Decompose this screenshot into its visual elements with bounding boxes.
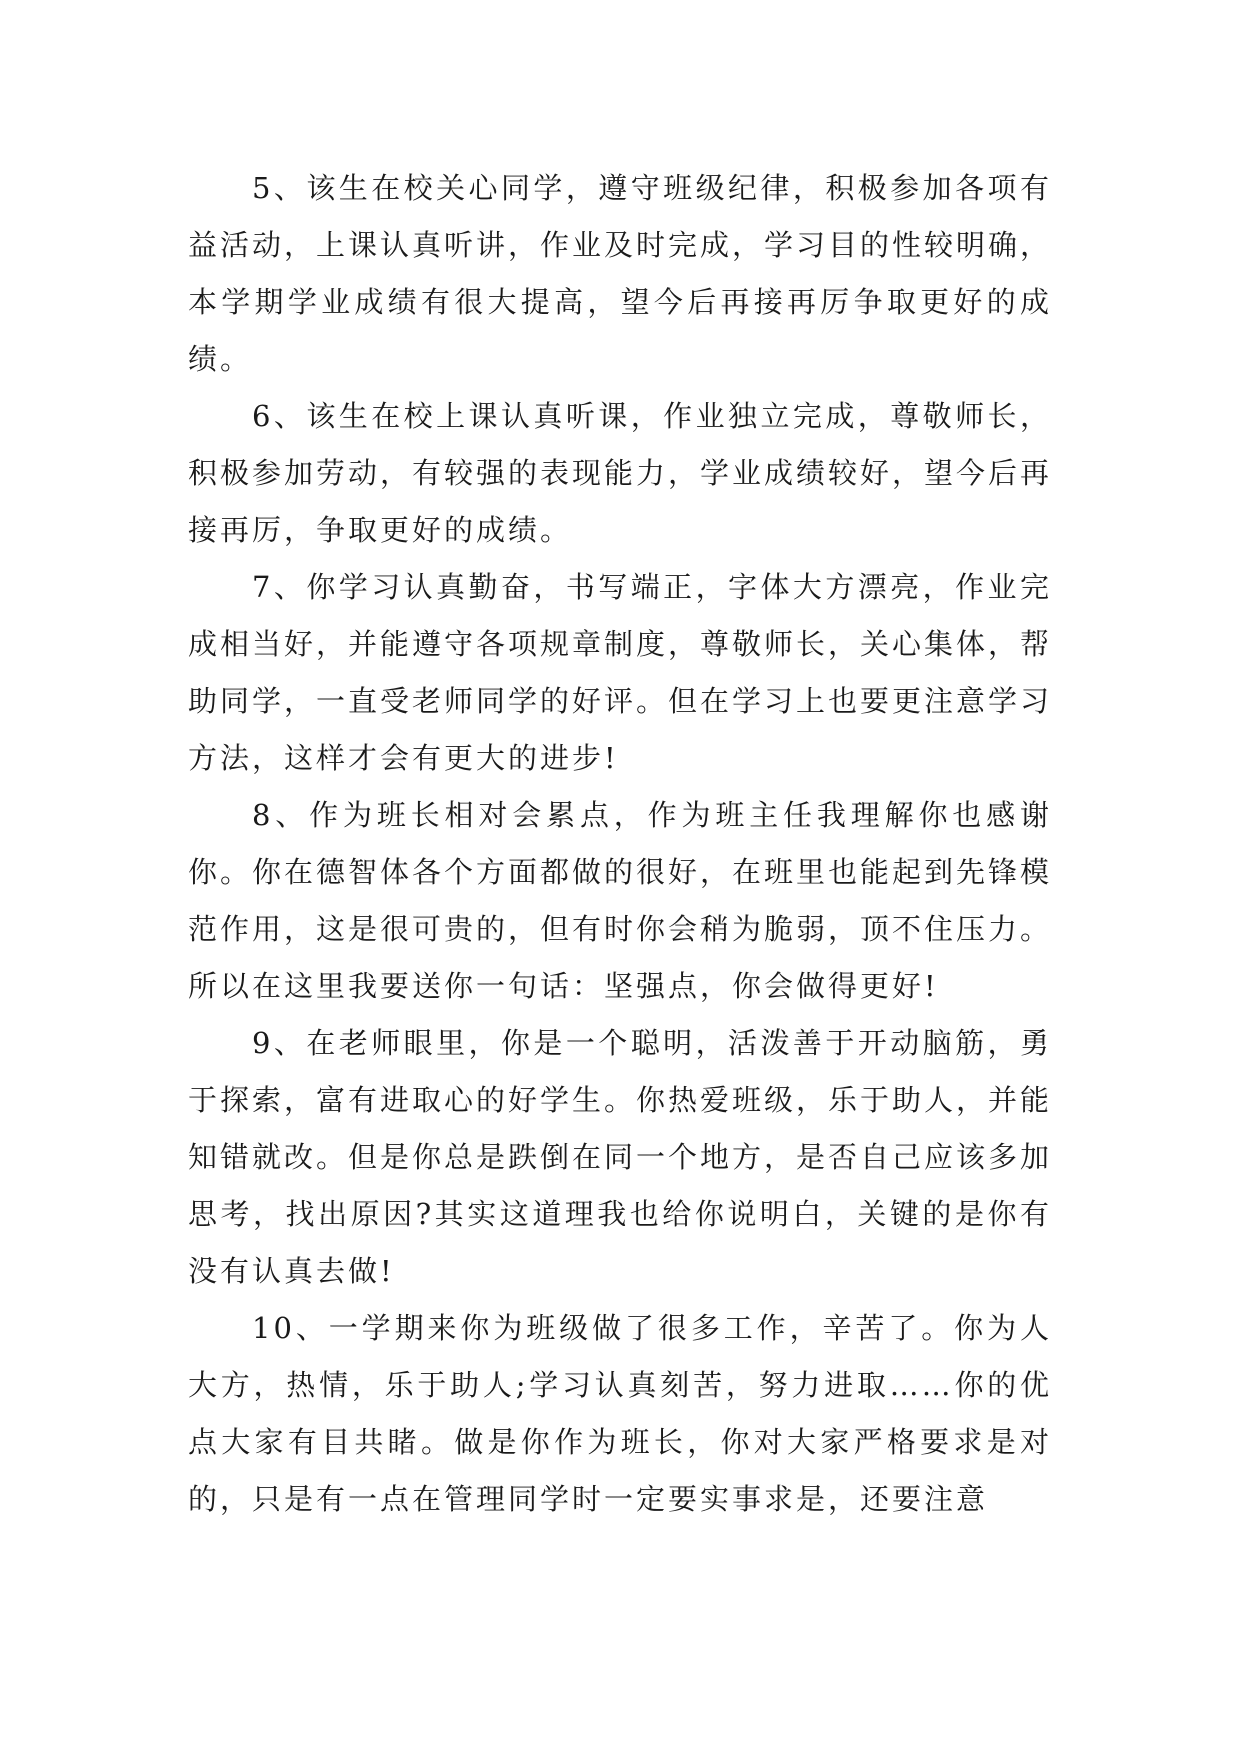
paragraph-8: 8、作为班长相对会累点，作为班主任我理解你也感谢你。你在德智体各个方面都做的很好，在班里也能起到先锋模范作用，这是很可贵的，但有时你会稍为脆弱，顶不住压力。所以在这里我要送你一句话：坚强点，你会做得更好! [188,798,1053,1003]
paragraph-9: 9、在老师眼里，你是一个聪明，活泼善于开动脑筋，勇于探索，富有进取心的好学生。你热爱班级，乐于助人，并能知错就改。但是你总是跌倒在同一个地方，是否自己应该多加思考，找出原因?其实这道理我也给你说明白，关键的是你有没有认真去做! [188,1026,1053,1288]
paragraph-7: 7、你学习认真勤奋，书写端正，字体大方漂亮，作业完成相当好，并能遵守各项规章制度，尊敬师长，关心集体，帮助同学，一直受老师同学的好评。但在学习上也要更注意学习方法，这样才会有更大的进步! [188,570,1053,775]
document-body [188,160,1052,1528]
paragraph-10: 10、一学期来你为班级做了很多工作，辛苦了。你为人大方，热情，乐于助人;学习认真刻苦，努力进取……你的优点大家有目共睹。做是你作为班长，你对大家严格要求是对的，只是有一点在管理同学时一定要实事求是，还要注意 [188,1311,1052,1516]
paragraph-6: 6、该生在校上课认真听课，作业独立完成，尊敬师长，积极参加劳动，有较强的表现能力，学业成绩较好，望今后再接再厉，争取更好的成绩。 [188,399,1053,547]
paragraph-5: 5、该生在校关心同学，遵守班级纪律，积极参加各项有益活动，上课认真听讲，作业及时完成，学习目的性较明确，本学期学业成绩有很大提高，望今后再接再厉争取更好的成绩。 [188,171,1053,376]
